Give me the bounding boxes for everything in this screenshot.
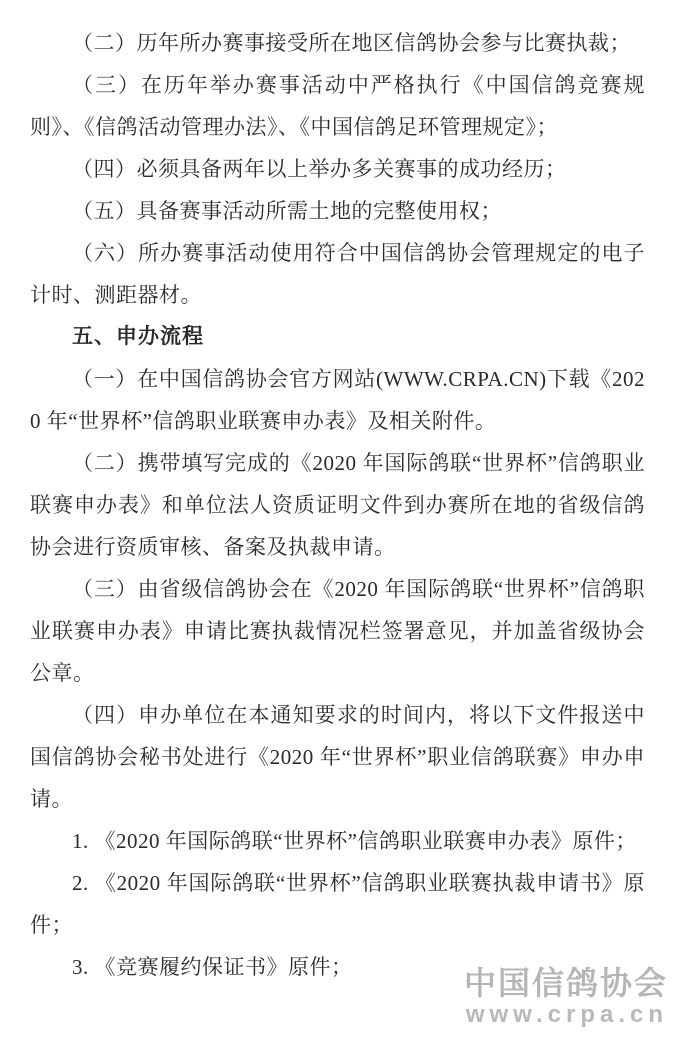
file-list-item-1: 1. 《2020 年国际鸽联“世界杯”信鸽职业联赛申办表》原件； — [72, 829, 637, 853]
section-heading: 五、申办流程 — [72, 325, 204, 348]
crpa-url-text: www.crpa.cn — [465, 1001, 668, 1028]
requirement-item-4: （四）必须具备两年以上举办多关赛事的成功经历； — [72, 157, 567, 181]
requirement-item-6: （六）所办赛事活动使用符合中国信鸽协会管理规定的电子计时、测距器材。 — [30, 241, 645, 307]
step-item-4: （四）申办单位在本通知要求的时间内，将以下文件报送中国信鸽协会秘书处进行《2020 年“世界杯”职业信鸽联赛》申办申请。 — [30, 703, 645, 811]
file-list-item-3: 3. 《竞赛履约保证书》原件； — [72, 955, 353, 979]
requirement-item-3: （三）在历年举办赛事活动中严格执行《中国信鸽竞赛规则》、《信鸽活动管理办法》、《中国信鸽足环管理规定》； — [30, 73, 645, 139]
step-item-3: （三）由省级信鸽协会在《2020 年国际鸽联“世界杯”信鸽职业联赛申办表》申请比赛执裁情况栏签署意见，并加盖省级协会公章。 — [30, 577, 645, 685]
file-list-item-2: 2. 《2020 年国际鸽联“世界杯”信鸽职业联赛执裁申请书》原件； — [30, 871, 645, 937]
requirement-item-2: （二）历年所办赛事接受所在地区信鸽协会参与比赛执裁； — [72, 31, 631, 55]
crpa-logo-text: 中国信鸽协会 — [463, 965, 668, 1001]
requirement-item-5: （五）具备赛事活动所需土地的完整使用权； — [72, 199, 502, 223]
step-item-2: （二）携带填写完成的《2020 年国际鸽联“世界杯”信鸽职业联赛申办表》和单位法人资质证明文件到办赛所在地的省级信鸽协会进行资质审核、备案及执裁申请。 — [30, 451, 645, 559]
step-item-1: （一）在中国信鸽协会官方网站(WWW.CRPA.CN)下载《2020 年“世界杯”信鸽职业联赛申办表》及相关附件。 — [30, 367, 645, 433]
